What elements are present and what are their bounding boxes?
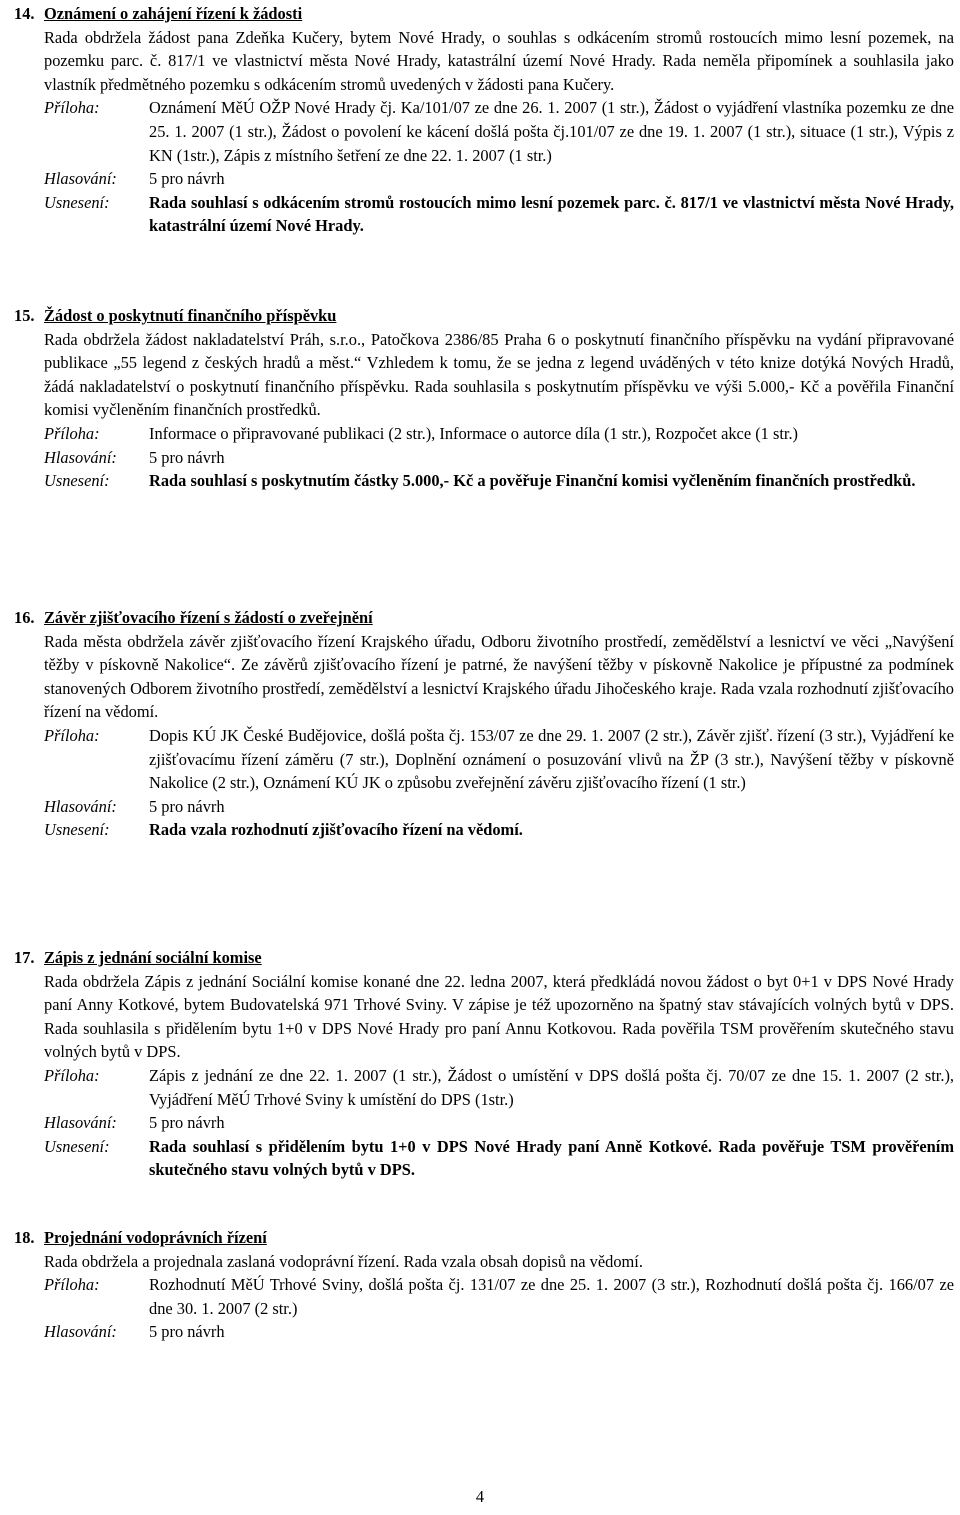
attachment-label: Příloha: [44, 423, 100, 443]
attachment-row [44, 422, 954, 446]
resolution-row [44, 1135, 954, 1182]
item-number: 18. [14, 1228, 35, 1247]
item-text: Rada města obdržela závěr zjišťovacího řízení Krajského úřadu, Odboru životního prostředí, zemědělství a lesnictví ve věci „Navýšení těžby v pískovně Nakolice“. Ze závěrů zjišťovacího řízení je patrné, že navýšení těžby v pískovně Nakolice je přípustné za podmínek stanovených Odborem životního prostředí, zemědělství a lesnictví Krajského úřadu Jihočeského kraje. Rada vzala rozhodnutí zjišťovacího řízení na vědomí. [44, 631, 954, 722]
resolution-row [44, 469, 954, 493]
resolution-value: Rada souhlasí s odkácením stromů rostoucích mimo lesní pozemek parc. č. 817/1 ve vlastnictví města Nové Hrady, katastrální území Nové Hrady. [149, 192, 954, 236]
item-heading [14, 2, 954, 26]
item-number: 14. [14, 4, 35, 23]
resolution-label: Usnesení: [44, 471, 110, 491]
vote-row [44, 795, 954, 819]
item-title: Závěr zjišťovacího řízení s žádostí o zveřejnění [44, 608, 373, 627]
attachment-value: Rozhodnutí MěÚ Trhové Sviny, došlá pošta čj. 131/07 ze dne 25. 1. 2007 (3 str.), Rozhodnutí došlá pošta čj. 166/07 ze dne 30. 1. 2007 (2 str.) [149, 1275, 954, 1318]
item-text: Rada obdržela Zápis z jednání Sociální komise konané dne 22. ledna 2007, která předkládá novou žádost o byt 0+1 v DPS Nové Hrady paní Anny Kotkové, bytem Budovatelská 971 Trhové Sviny. V zápise je též upozorněno na špatný stav stávajících volných bytů v DPS. Rada souhlasila s přidělením bytu 1+0 v DPS Nové Hrady pro paní Annu Kotkovou. Rada pověřila TSM prověřením skutečného stavu volných bytů v DPS. [44, 971, 954, 1062]
vote-row [44, 167, 954, 191]
resolution-label: Usnesení: [44, 820, 110, 840]
vote-value: 5 pro návrh [149, 1113, 225, 1133]
agenda-item-15 [14, 304, 954, 493]
item-heading [14, 946, 954, 970]
item-number: 17. [14, 948, 35, 967]
item-text: Rada obdržela a projednala zaslaná vodoprávní řízení. Rada vzala obsah dopisů na vědomí. [44, 1251, 643, 1271]
item-text: Rada obdržela žádost nakladatelství Práh, s.r.o., Patočkova 2386/85 Praha 6 o poskytnutí finančního příspěvku na vydání připravované publikace „55 legend z českých hradů a měst.“ Vzhledem k tomu, že se jedna z legend uváděných v této knize dotýká Nových Hradů, žádá nakladatelství o poskytnutí finančního příspěvku. Rada souhlasila s poskytnutím příspěvku ve výši 5.000,- Kč a pověřila Finanční komisi vyčleněním finančních prostředků. [44, 329, 954, 420]
vote-value: 5 pro návrh [149, 447, 225, 467]
vote-value: 5 pro návrh [149, 169, 225, 189]
vote-value: 5 pro návrh [149, 1322, 225, 1342]
attachment-label: Příloha: [44, 98, 100, 118]
resolution-label: Usnesení: [44, 192, 110, 212]
vote-label: Hlasování: [44, 1322, 117, 1342]
attachment-value: Oznámení MěÚ OŽP Nové Hrady čj. Ka/101/07 ze dne 26. 1. 2007 (1 str.), Žádost o vyjádření vlastníka pozemku ze dne 25. 1. 2007 (1 str.), Žádost o povolení ke kácení došlá pošta čj.101/07 ze dne 19. 1. 2007 (1 str.), situace (1 str.), Výpis z KN (1str.), Zápis z místního šetření ze dne 22. 1. 2007 (1 str.) [149, 98, 954, 165]
item-title: Oznámení o zahájení řízení k žádosti [44, 4, 303, 23]
item-heading [14, 606, 954, 630]
attachment-row [44, 96, 954, 167]
vote-row [44, 1111, 954, 1135]
item-number: 15. [14, 306, 35, 325]
item-heading [14, 304, 954, 328]
item-text: Rada obdržela žádost pana Zdeňka Kučery, bytem Nové Hrady, o souhlas s odkácením stromů rostoucích mimo lesní pozemek, na pozemku parc. č. 817/1 ve vlastnictví města Nové Hrady, katastrální území Nové Hrady. Rada neměla připomínek a souhlasila jako vlastník předmětného pozemku s odkácením stromů uvedených v žádosti pana Kučery. [44, 27, 954, 94]
item-title: Žádost o poskytnutí finančního příspěvku [44, 306, 337, 325]
resolution-label: Usnesení: [44, 1136, 110, 1156]
page-number: 4 [475, 1487, 485, 1506]
vote-label: Hlasování: [44, 169, 117, 189]
attachment-value: Dopis KÚ JK České Budějovice, došlá pošta čj. 153/07 ze dne 29. 1. 2007 (2 str.), Závěr zjišť. řízení (3 str.), Vyjádření ke zjišťovacímu řízení záměru (7 str.), Doplnění oznámení o posuzování vlivů na ŽP (3 str.), Navýšení těžby v pískovně Nakolice (2 str.), Oznámení KÚ JK o způsobu zveřejnění závěru zjišťovacího řízení (1 str.) [149, 725, 954, 793]
vote-value: 5 pro návrh [149, 796, 225, 816]
vote-label: Hlasování: [44, 796, 117, 816]
resolution-row [44, 818, 954, 842]
vote-label: Hlasování: [44, 1113, 117, 1133]
vote-row [44, 1320, 954, 1344]
item-title: Projednání vodoprávních řízení [44, 1228, 267, 1247]
attachment-value: Informace o připravované publikaci (2 str.), Informace o autorce díla (1 str.), Rozpočet akce (1 str.) [149, 423, 798, 443]
resolution-row [44, 191, 954, 238]
vote-row [44, 446, 954, 470]
vote-label: Hlasování: [44, 447, 117, 467]
item-title: Zápis z jednání sociální komise [44, 948, 262, 967]
item-heading [14, 1226, 954, 1250]
attachment-row [44, 1273, 954, 1320]
resolution-value: Rada vzala rozhodnutí zjišťovacího řízení na vědomí. [149, 820, 523, 840]
attachment-label: Příloha: [44, 725, 100, 745]
item-number: 16. [14, 608, 35, 627]
attachment-label: Příloha: [44, 1065, 100, 1085]
resolution-value: Rada souhlasí s poskytnutím částky 5.000,- Kč a pověřuje Finanční komisi vyčleněním finančních prostředků. [149, 471, 916, 491]
agenda-item-16 [14, 606, 954, 842]
agenda-item-14 [14, 2, 954, 238]
agenda-item-17 [14, 946, 954, 1182]
attachment-row [44, 1064, 954, 1111]
attachment-row [44, 724, 954, 795]
resolution-value: Rada souhlasí s přidělením bytu 1+0 v DPS Nové Hrady paní Anně Kotkové. Rada pověřuje TSM prověřením skutečného stavu volných bytů v DPS. [149, 1136, 954, 1180]
agenda-item-18 [14, 1226, 954, 1344]
attachment-label: Příloha: [44, 1275, 100, 1295]
attachment-value: Zápis z jednání ze dne 22. 1. 2007 (1 str.), Žádost o umístění v DPS došlá pošta čj. 70/07 ze dne 15. 1. 2007 (2 str.), Vyjádření MěÚ Trhové Sviny k umístění do DPS (1str.) [149, 1065, 954, 1109]
